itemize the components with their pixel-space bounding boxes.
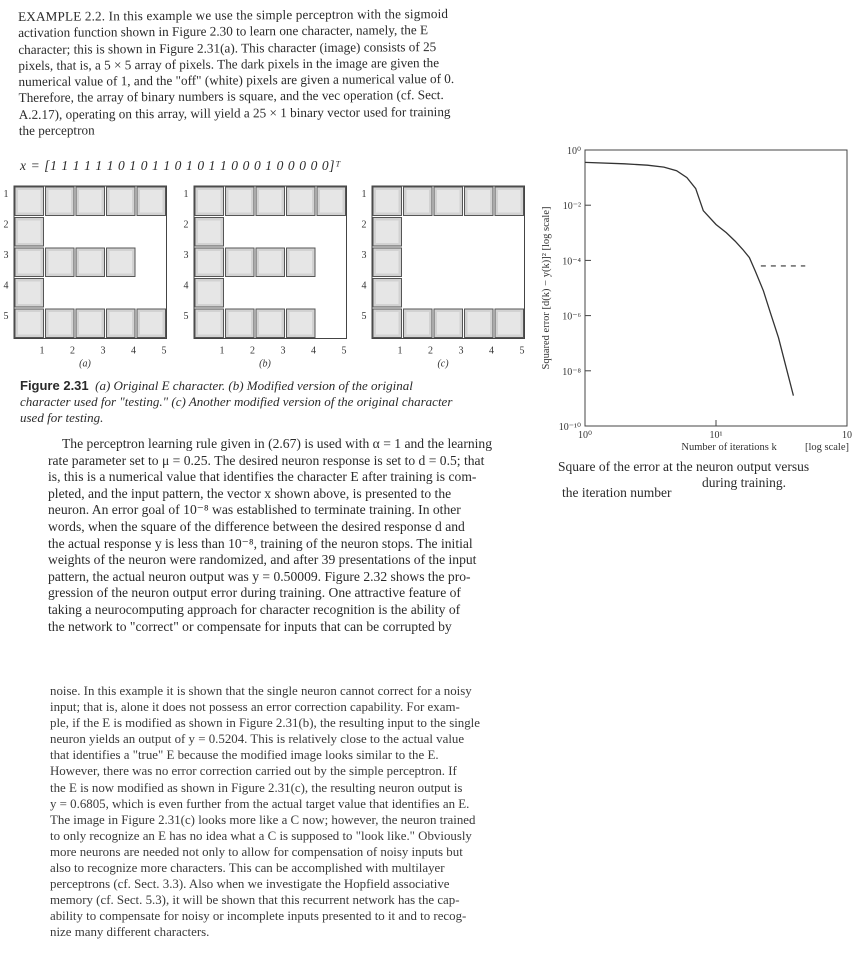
- panel-sublabel: (a): [79, 358, 91, 370]
- example-line: numerical value of 1, and the "off" (white) pixels are given a numerical value of 0.: [18, 71, 455, 90]
- panel-sublabel: (b): [259, 358, 271, 370]
- example-text: [18, 6, 519, 140]
- pixel-shade: [110, 190, 133, 213]
- body-line: the actual response y is less than 10⁻⁸, training of the neuron stops. The initial: [48, 535, 473, 551]
- figure-label: Figure 2.31: [20, 378, 89, 393]
- pixel-shade: [259, 312, 282, 335]
- body-line: rate parameter set to μ = 0.25. The desired neuron response is set to d = 0.5; that: [48, 452, 485, 468]
- y-tick-label: 10⁻²: [562, 201, 581, 213]
- col-label: 5: [161, 345, 167, 357]
- pixel-shade: [140, 190, 163, 213]
- pixel-shade: [18, 312, 41, 335]
- y-tick-label: 10⁰: [566, 146, 581, 157]
- figure-2-31: [0, 178, 540, 370]
- body-line: nize many different characters.: [50, 925, 210, 940]
- pixel-shade: [229, 251, 252, 274]
- body-line: the E is now modified as shown in Figure 2.31(c), the resulting neuron output is: [50, 780, 463, 795]
- example-line: EXAMPLE 2.2. In this example we use the simple perceptron with the sigmoid: [18, 5, 449, 24]
- body-line: pleted, and the input pattern, the vector x shown above, is presented to the: [48, 485, 452, 501]
- chart-caption-line: the iteration number: [562, 485, 672, 500]
- pixel-shade: [376, 190, 399, 213]
- body-paragraph-1: [48, 436, 543, 635]
- body-line: also to recognize more characters. This can be accomplished with multilayer: [50, 861, 445, 876]
- pixel-shade: [49, 190, 72, 213]
- x-scale-note: [log scale]: [804, 442, 849, 453]
- caption-line: used for testing.: [20, 410, 104, 425]
- row-label: 3: [183, 250, 189, 261]
- example-line: activation function shown in Figure 2.30 to learn one character, namely, the E: [18, 22, 429, 41]
- pixel-shade: [198, 251, 221, 274]
- pixel-shade: [49, 251, 72, 274]
- pixel-shade: [320, 190, 343, 213]
- pixel-shade: [198, 312, 221, 335]
- pixel-shade: [407, 312, 430, 335]
- chart-caption-line: Square of the error at the neuron output versus: [558, 459, 810, 474]
- body-line: words, when the square of the difference between the desired response d and: [48, 518, 465, 534]
- pixel-shade: [468, 312, 491, 335]
- example-line: pixels, that is, a 5 × 5 array of pixels. The dark pixels in the image are given the: [18, 54, 440, 73]
- pixel-grid-panel: [180, 178, 360, 370]
- row-label: 5: [3, 311, 9, 322]
- figure-2-31-caption: [20, 378, 540, 426]
- pixel-shade: [376, 251, 399, 274]
- body-line: is, this is a numerical value that identifies the character E after training is com-: [48, 469, 477, 485]
- body-line: weights of the neuron were randomized, and after 39 presentations of the input: [48, 552, 477, 568]
- pixel-shade: [140, 312, 163, 335]
- body-line: neuron yields an output of y = 0.5204. This is relatively close to the actual value: [50, 732, 465, 747]
- body-line: The image in Figure 2.31(c) looks more like a C now; however, the neuron trained: [50, 812, 476, 827]
- row-label: 1: [3, 189, 9, 200]
- body-line: to only recognize an E has no idea what a C is supposed to "look like." Obviously: [50, 828, 472, 843]
- col-label: 3: [100, 345, 106, 357]
- pixel-shade: [498, 190, 521, 213]
- example-line: A.2.17), operating on this array, will yield a 25 × 1 binary vector used for training: [18, 103, 451, 122]
- col-label: 3: [280, 345, 286, 357]
- body-line: input; that is, alone it does not possess an error correction capability. For exam-: [50, 700, 460, 715]
- pixel-shade: [376, 282, 399, 305]
- body-line: However, there was no error correction carried out by the simple perceptron. If: [50, 764, 457, 779]
- y-tick-label: 10⁻⁴: [562, 256, 581, 268]
- example-line: the perceptron: [18, 122, 95, 139]
- pixel-shade: [468, 190, 491, 213]
- pixel-shade: [437, 312, 460, 335]
- pixel-shade: [376, 312, 399, 335]
- chart-frame: [585, 150, 847, 426]
- row-label: 2: [3, 219, 9, 231]
- pixel-shade: [79, 312, 102, 335]
- pixel-shade: [18, 282, 41, 305]
- col-label: 1: [39, 345, 45, 357]
- x-tick-label: 10: [842, 430, 852, 441]
- col-label: 5: [519, 345, 525, 357]
- row-label: 3: [3, 250, 9, 261]
- y-axis-label: Squared error [d(k) − y(k)]² [log scale]: [541, 206, 552, 370]
- pixel-shade: [18, 190, 41, 213]
- row-label: 5: [183, 311, 189, 322]
- col-label: 3: [458, 345, 464, 357]
- example-line: character; this is shown in Figure 2.31(a). This character (image) consists of 25: [18, 38, 437, 57]
- body-line: taking a neurocomputing approach for character recognition is the ability of: [48, 601, 461, 617]
- y-tick-label: 10⁻⁶: [562, 311, 581, 323]
- col-label: 1: [397, 345, 403, 357]
- row-label: 3: [361, 250, 367, 261]
- caption-line: character used for "testing." (c) Another modified version of the original character: [20, 394, 453, 409]
- chart-caption: [558, 458, 858, 502]
- pixel-shade: [290, 251, 313, 274]
- pixel-grid-panel: [358, 178, 538, 370]
- x-axis-label: Number of iterations k: [681, 442, 777, 453]
- body-line: pattern, the actual neuron output was y = 0.50009. Figure 2.32 shows the pro-: [48, 568, 471, 584]
- pixel-shade: [198, 190, 221, 213]
- body-line: perceptrons (cf. Sect. 3.3). Also when we investigate the Hopfield associative: [50, 877, 450, 892]
- x-tick-label: 10⁰: [577, 430, 593, 441]
- pixel-shade: [229, 190, 252, 213]
- chart-caption-line: during training.: [702, 475, 786, 490]
- y-tick-label: 10⁻⁸: [562, 366, 581, 378]
- x-tick-label: 10¹: [709, 430, 723, 441]
- panel-sublabel: (c): [437, 358, 449, 370]
- col-label: 5: [341, 345, 347, 357]
- body-line: noise. In this example it is shown that the single neuron cannot correct for a noisy: [50, 684, 472, 698]
- col-label: 1: [219, 345, 225, 357]
- vector-equation: x = [1 1 1 1 1 1 0 1 0 1 1 0 1 0 1 1 0 0 0 1 0 0 0 0 0]ᵀ: [20, 158, 341, 173]
- body-line: that identifies a "true" E because the modified image looks similar to the E.: [50, 748, 439, 763]
- col-label: 2: [70, 345, 75, 357]
- pixel-shade: [18, 251, 41, 274]
- row-label: 2: [361, 219, 367, 231]
- pixel-shade: [79, 190, 102, 213]
- pixel-shade: [198, 282, 221, 305]
- pixel-shade: [498, 312, 521, 335]
- pixel-shade: [18, 221, 41, 244]
- body-line: the network to "correct" or compensate for inputs that can be corrupted by: [48, 618, 452, 634]
- body-paragraph-2: [50, 683, 562, 941]
- body-line: gression of the neuron output error during training. One attractive feature of: [48, 585, 461, 601]
- error-chart: [535, 140, 860, 453]
- col-label: 2: [428, 345, 433, 357]
- col-label: 4: [489, 345, 494, 357]
- col-label: 2: [250, 345, 255, 357]
- col-label: 4: [131, 345, 136, 357]
- row-label: 4: [183, 280, 189, 292]
- body-line: The perceptron learning rule given in (2.67) is used with α = 1 and the learning: [62, 436, 493, 451]
- body-line: more neurons are needed not only to allow for compensation of noisy inputs but: [50, 844, 463, 859]
- pixel-shade: [290, 312, 313, 335]
- col-label: 4: [311, 345, 316, 357]
- body-line: neuron. An error goal of 10⁻⁸ was established to terminate training. In other: [48, 502, 461, 518]
- pixel-shade: [407, 190, 430, 213]
- row-label: 4: [361, 280, 367, 292]
- row-label: 1: [361, 189, 367, 200]
- pixel-shade: [110, 312, 133, 335]
- pixel-shade: [437, 190, 460, 213]
- pixel-shade: [259, 190, 282, 213]
- row-label: 2: [183, 219, 189, 231]
- example-line: Therefore, the array of binary numbers is square, and the vec operation (cf. Sect.: [18, 87, 444, 106]
- pixel-shade: [376, 221, 399, 244]
- row-label: 5: [361, 311, 367, 322]
- error-curve: [585, 162, 793, 395]
- caption-line: (a) Original E character. (b) Modified version of the original: [95, 378, 413, 393]
- pixel-shade: [259, 251, 282, 274]
- row-label: 4: [3, 280, 9, 292]
- pixel-grid-panel: [0, 178, 180, 370]
- y-tick-label: 10⁻¹⁰: [558, 422, 581, 433]
- pixel-shade: [79, 251, 102, 274]
- body-line: ability to compensate for noisy or incomplete inputs presented to it and to recog-: [50, 909, 467, 924]
- pixel-shade: [290, 190, 313, 213]
- pixel-shade: [229, 312, 252, 335]
- body-line: ple, if the E is modified as shown in Figure 2.31(b), the resulting input to the single: [50, 716, 480, 731]
- pixel-shade: [110, 251, 133, 274]
- body-line: memory (cf. Sect. 5.3), it will be shown that this recurrent network has the cap-: [50, 893, 460, 908]
- pixel-shade: [49, 312, 72, 335]
- pixel-shade: [198, 221, 221, 244]
- body-line: y = 0.6805, which is even further from the actual target value that identifies an E.: [50, 796, 470, 811]
- row-label: 1: [183, 189, 189, 200]
